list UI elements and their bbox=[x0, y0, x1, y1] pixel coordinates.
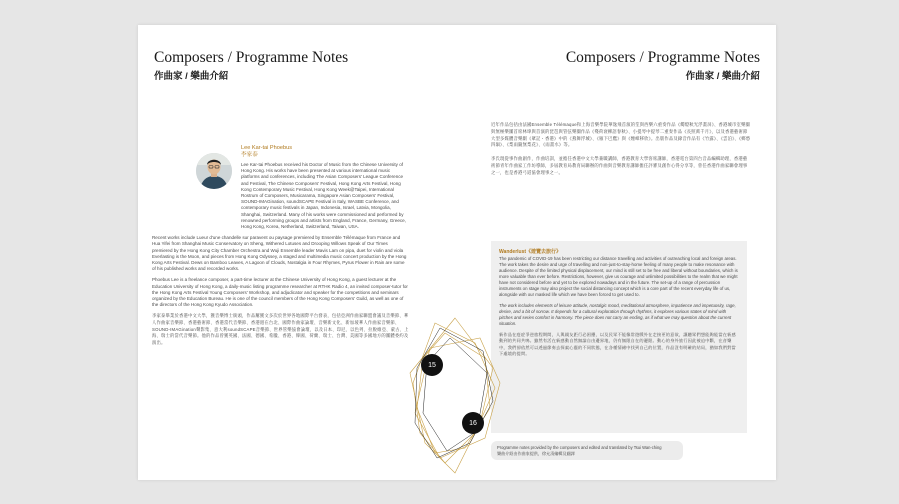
bio-paragraph-1: Lee Kar-tai Phoebus received his Doctor of Music from the Chinese University of Hong Kong. His works have been presented at various international music platforms and conferences, including The Asian Composers' League Conference and Festival, The Chinese Composers' Festival, Hong Kong Arts Festival, Hong Kong Contemporary Music Festival, Hong Kong Week@Taipei, International Rostrum of Composers, Musicarama, Singapore Asian Composers' Festival, SOUND-IMAGination, soundSCAPE Festival in Italy, WASBE Conference, and contemporary music festivals in Japan, Indonesia, Israel, Latvia, Mongolia, Shanghai, Switzerland. Many of his works were commissioned and performed by renowned performing groups and artists from England, France, Germany, Greece, Hong Kong, Korea, Netherland, Switzerland, Taiwan, USA. bbox=[241, 162, 406, 230]
note-paragraph-2: The work includes elements of leisure attitude, nostalgic mood, meditational atmosphere, impatience and impetuosity, rage, desire, and a bit of sorrow. It depends for a cultural exploration through rhythms, it explores various states of mind with pitches and series comfort in harmony. The piece does not carry an ending, as if what we may question about the current situation. bbox=[499, 303, 736, 326]
composer-name-en: Lee Kar-tai Phoebus bbox=[241, 145, 292, 151]
page-title: Composers / Programme Notes bbox=[565, 49, 760, 66]
programme-note-body bbox=[499, 256, 739, 363]
bio-paragraph-3: Phoebus Lee is a freelance composer, a part-time lecturer at the Chinese University of Hong Kong, a guest lecturer at the Education University of Hong Kong, a daily-music listing programme researcher at RTHK Radio 4, an invited composer-tutor for the Hong Kong Arts Festival Young Composers' Workshop, and adjudicator and speaker for the competitions and seminars organized by the Education Bureau. He is one of the council members of the Hong Kong Composers' Guild, as well as one of the directors of the Hong Kong Kyudo Association. bbox=[152, 277, 408, 308]
booklet-spread bbox=[138, 25, 776, 480]
composer-biography bbox=[152, 162, 409, 351]
composer-name-zh: 李家泰 bbox=[241, 151, 258, 158]
work-title: Wanderlust《遊覽去旅行》 bbox=[499, 249, 562, 255]
credits-note bbox=[491, 441, 683, 460]
bio-paragraph-2: Recent works include Lueur d'une chandelle sur paravent ou paysage premiered by Ensemble Télémaque from France and Hua Yifei from Shanghai Music Conservatory on Sheng, Withered Lotuses and Drooping Willows Speak of Our Times premiered by the Hong Kong City Chamber Orchestra and Wuji Ensemble leader Mavis Lam on pipa, duet for violin and viola Everlasting is the Moon, and pieces from Hong Kong Odyssey, a staged and multimedia music concert production by the Hong Kong Arts Festival. Dews on Bamboo Leaves, A Lagoon of Clouds, Nostalgia in Four Rhymes, Pyrus Flower in Rain are some of his published works and recorded works. bbox=[152, 235, 407, 272]
page-title-zh: 作曲家 / 樂曲介紹 bbox=[685, 71, 760, 82]
note-paragraph-zh: 新作品在疫症爭逆旅程期間，人與親友距行必困擾，以及民眾不能像常遊戲外在走接更的意欲，讓聽眾們想能夠能當在新感動到的共同共鳴。雖然有活在新感動自然無論自由邊界地，仍有無限自在的邊限。動心的身外旅行因此被迫中斷，在音樂中，我們卻依然可以透過節奏去探索心靈的不同狀態，在各種情緒中找到自己的位置，作品沒有明確的結局，猶如我們對當下處境的提問。 bbox=[499, 332, 736, 357]
text-paragraph-zh-1: 近年作品包括由法國Ensemble Télémaque和上海音樂學院華逸飛首演的笙與西樂六重奏作品《燭燈秋光浮畫屏》、香港城市室樂團與無極樂團首席林瑋與首演的琵琶與管弦樂團作品《殘荷衰柳語春秋》、小提琴中提琴二重奏作品《長照萬千月》，以及香港藝術節大型多媒體音樂劇《眾記・香港》中的《燕舞浮城》、《雁下巴鷹》與《煙嶂移欣》。出版作品及錄音作品有《竹露》、《雲泊》、《鄉愁四韻》、《梨雨隨無梨花》、《雨畫水》等。 bbox=[491, 122, 751, 148]
composer-text-zh bbox=[491, 122, 751, 184]
note-paragraph-1: The pandemic of COVID-19 has been restricting our distance travelling and activities of outreaching local and foreign areas. The work takes the desire and urge of travelling and non-just-to-stay-home feeling of many people to make resonance with audience. Despite of the limited physical displacement, our mind is still set to be free and liberal without boundaries, which is more valuable than ever before. Restrictions, however, give us courage and unlimited possibilities to the realm that we might have not considered before and yet to be explored nowadays and in the future. The set-up of a range of percussion instruments on stage may also project the social distancing concept which is a core part of the recent everyday life of us, alongside with our masked life which we have been forced to get used to. bbox=[499, 256, 738, 297]
page-title-zh: 作曲家 / 樂曲介紹 bbox=[154, 71, 229, 82]
page-title: Composers / Programme Notes bbox=[154, 49, 349, 66]
decorative-line-art bbox=[405, 313, 515, 483]
page-number-right: 16 bbox=[462, 412, 484, 434]
text-paragraph-zh-2: 李氏現從事作曲創作，作曲培訓，並擔任香港中文大學兼職講師，香港教育大學客席講師，香港電台第四台音品編輯助理，香港藝術節青年作曲家工作坊導師，多屆教育局教育局聯辦的作曲與音樂教育講師擔任評審及創作心得分享等，曾任香港作曲家聯會理事之一，也是香港弓道協會理事之一。 bbox=[491, 156, 748, 175]
bio-paragraph-zh: 李家泰畢業於香港中文大學，獲音樂博士銜頭，作品屢獲文多次於世界各地國際平台發表，包括亞洲作曲家聯盟會議及音樂節、華人作曲家音樂節、香港藝術節、香港當代音樂節、香港週在台北、國際作曲家論壇、音樂新文化、新加坡華人作曲家音樂節、SOUND-IMAGination聲影集、意大利soundSCAPE音樂節、世界管樂協會論壇，以及日本、印尼、以色列、拉脫維亞、蒙古、上海、瑞士的當代音樂節。他的作品曾獲英國、法國、德國、希臘、香港、韓國、荷蘭、瑞士、台灣、美國等多國地方的團體委約及演出。 bbox=[152, 313, 409, 345]
credit-en: Programme notes provided by the composers and edited and translated by Tsui Wan-ching bbox=[497, 445, 662, 450]
page-number-left: 15 bbox=[421, 354, 443, 376]
programme-note-box bbox=[491, 241, 747, 433]
composer-name bbox=[241, 145, 292, 159]
credit-zh: 樂曲介紹由作曲家提供，徐允清編輯及翻譯 bbox=[497, 450, 575, 456]
